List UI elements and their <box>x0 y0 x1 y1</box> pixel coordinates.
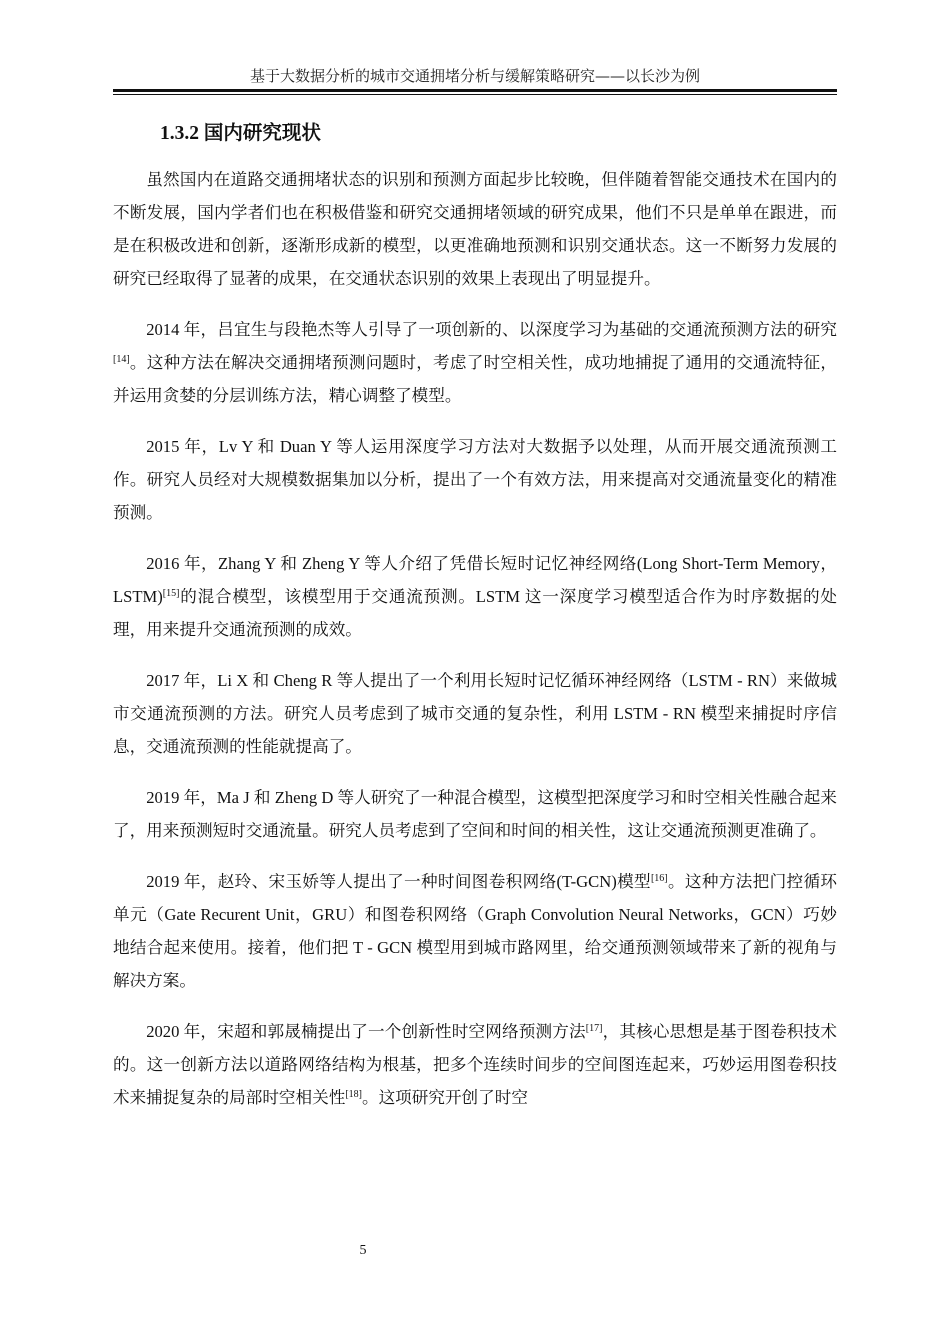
paragraph-text: 。这种方法把门控循环单元（Gate Recurent Unit，GRU）和图卷积网络（Graph Convolution Neural Networks，GCN）巧妙地结合起来使用。接着，他们把 T - GCN 模型用到城市路网里，给交通预测领域带来了新的视角与解决方案。 <box>113 872 838 990</box>
paragraph-text: 2016 年，Zhang Y 和 Zheng Y 等人介绍了凭借长短时记忆神经网络(Long Short-Term Memory，LSTM) <box>113 554 837 606</box>
header-rule-thick <box>113 89 837 92</box>
body-text <box>113 163 837 1132</box>
running-header: 基于大数据分析的城市交通拥堵分析与缓解策略研究——以长沙为例 <box>249 67 700 85</box>
paragraph-2019a <box>113 781 837 847</box>
paragraph-2020 <box>113 1015 837 1114</box>
section-title: 1.3.2 国内研究现状 <box>160 123 321 144</box>
page-number: 5 <box>359 1243 367 1258</box>
paragraph-intro <box>113 163 837 295</box>
paragraph-text: ，其核心思想是基于图卷积技术的。这一创新方法以道路网络结构为根基，把多个连续时间步的空间图连起来，巧妙运用图卷积技术来捕捉复杂的局部时空相关性 <box>113 1022 838 1107</box>
citation-marker: [18] <box>345 1089 362 1100</box>
paragraph-text: 。这项研究开创了时空 <box>361 1088 528 1107</box>
paragraph-text: 。这种方法在解决交通拥堵预测问题时，考虑了时空相关性，成功地捕捉了通用的交通流特征，并运用贪婪的分层训练方法，精心调整了模型。 <box>113 353 837 405</box>
paragraph-text: 2014 年，吕宜生与段艳杰等人引导了一项创新的、以深度学习为基础的交通流预测方法的研究 <box>146 320 837 339</box>
citation-marker: [17] <box>585 1023 603 1034</box>
paragraph-text: 2019 年，Ma J 和 Zheng D 等人研究了一种混合模型，这模型把深度学习和时空相关性融合起来了，用来预测短时交通流量。研究人员考虑到了空间和时间的相关性，这让交通流预测更准确了。 <box>113 788 837 840</box>
paragraph-text: 2015 年，Lv Y 和 Duan Y 等人运用深度学习方法对大数据予以处理，从而开展交通流预测工作。研究人员经对大规模数据集加以分析，提出了一个有效方法，用来提高对交通流量变化的精准预测。 <box>113 437 837 522</box>
paragraph-2019b <box>113 865 837 997</box>
citation-marker: [14] <box>113 354 130 365</box>
citation-marker: [15] <box>162 588 180 599</box>
paragraph-text: 虽然国内在道路交通拥堵状态的识别和预测方面起步比较晚，但伴随着智能交通技术在国内的不断发展，国内学者们也在积极借鉴和研究交通拥堵领域的研究成果，他们不只是单单在跟进，而是在积极改进和创新，逐渐形成新的模型，以更准确地预测和识别交通状态。这一不断努力发展的研究已经取得了显著的成果，在交通状态识别的效果上表现出了明显提升。 <box>113 170 837 288</box>
paragraph-text: 2019 年，赵玲、宋玉娇等人提出了一种时间图卷积网络(T-GCN)模型 <box>146 872 651 891</box>
paragraph-2015 <box>113 430 837 529</box>
paragraph-text: 2020 年，宋超和郭晟楠提出了一个创新性时空网络预测方法 <box>146 1022 586 1041</box>
paragraph-2016 <box>113 547 837 646</box>
paragraph-2014 <box>113 313 837 412</box>
citation-marker: [16] <box>650 873 668 884</box>
paragraph-text: 的混合模型，该模型用于交通流预测。LSTM 这一深度学习模型适合作为时序数据的处理，用来提升交通流预测的成效。 <box>113 587 837 639</box>
paragraph-2017 <box>113 664 837 763</box>
paragraph-text: 2017 年，Li X 和 Cheng R 等人提出了一个利用长短时记忆循环神经网络（LSTM - RN）来做城市交通流预测的方法。研究人员考虑到了城市交通的复杂性，利用 LSTM - RN 模型来捕捉时序信息，交通流预测的性能就提高了。 <box>113 671 837 756</box>
header-rule-thin <box>113 94 837 95</box>
